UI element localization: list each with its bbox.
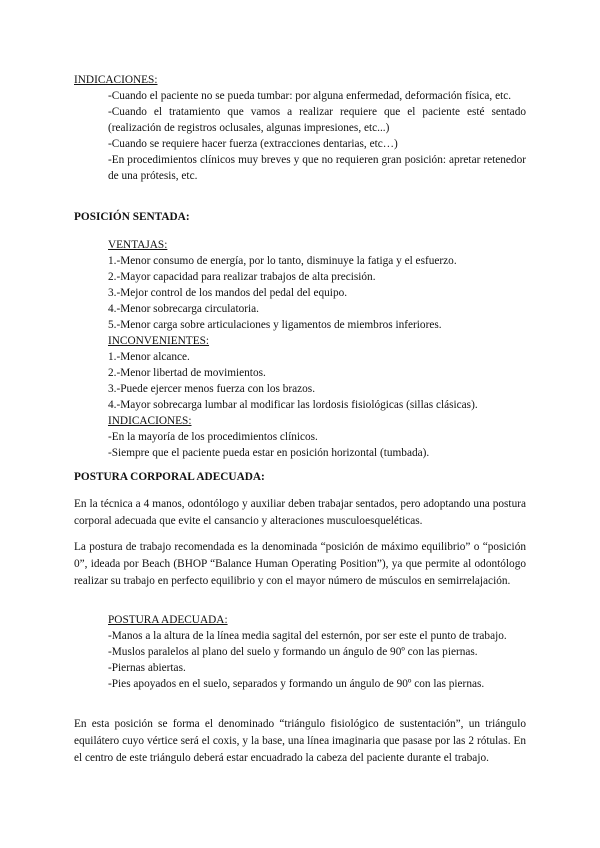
indicaciones-sub-heading: INDICACIONES: xyxy=(108,415,192,427)
paragraph-1: En la técnica a 4 manos, odontólogo y auxiliar deben trabajar sentados, pero adoptando una postura corporal adecuada que evite el cansancio y alteraciones musculoesqueléticas. xyxy=(74,498,526,527)
list-item: -Cuando el tratamiento que vamos a realizar requiere que el paciente esté sentado (realización de registros oclusales, algunas impresiones, etc...) xyxy=(108,106,526,134)
list-item: 4.-Mayor sobrecarga lumbar al modificar las lordosis fisiológicas (sillas clásicas). xyxy=(108,399,478,411)
list-item: 3.-Mejor control de los mandos del pedal del equipo. xyxy=(108,287,348,299)
paragraph-2: La postura de trabajo recomendada es la denominada “posición de máximo equilibrio” o “posición 0”, ideada por Beach (BHOP “Balance Human Operating Position”), ya que permite al odontólogo realizar su trabajo en perfecto equilibrio y con el mayor número de músculos en semirrelajación. xyxy=(74,541,526,587)
heading-text: INDICACIONES: xyxy=(74,74,158,86)
inconvenientes-heading: INCONVENIENTES: xyxy=(108,335,210,347)
list-item: 4.-Menor sobrecarga circulatoria. xyxy=(108,303,259,315)
list-item: -Muslos paralelos al plano del suelo y formando un ángulo de 90º con las piernas. xyxy=(108,646,478,658)
list-item: -En la mayoría de los procedimientos clínicos. xyxy=(108,431,318,443)
ventajas-heading: VENTAJAS: xyxy=(108,239,168,251)
indicaciones-list xyxy=(108,88,526,184)
list-item: 2.-Mayor capacidad para realizar trabajos de alta precisión. xyxy=(108,271,376,283)
list-item: -Pies apoyados en el suelo, separados y formando un ángulo de 90º con las piernas. xyxy=(108,678,485,690)
indicaciones-heading xyxy=(74,72,526,88)
list-item: 1.-Menor alcance. xyxy=(108,351,190,363)
list-item: -Piernas abiertas. xyxy=(108,662,186,674)
list-item: -En procedimientos clínicos muy breves y que no requieren gran posición: apretar retenedor de una prótesis, etc. xyxy=(108,154,526,182)
list-item: 3.-Puede ejercer menos fuerza con los brazos. xyxy=(108,383,316,395)
list-item: 2.-Menor libertad de movimientos. xyxy=(108,367,266,379)
postura-heading: POSTURA ADECUADA: xyxy=(108,614,228,626)
list-item: -Siempre que el paciente pueda estar en posición horizontal (tumbada). xyxy=(108,447,430,459)
ventajas-section xyxy=(108,237,526,461)
postura-adecuada-section xyxy=(108,612,526,692)
list-item: -Manos a la altura de la línea media sagital del esternón, por ser este el punto de trabajo. xyxy=(108,630,507,642)
list-item: 5.-Menor carga sobre articulaciones y ligamentos de miembros inferiores. xyxy=(108,319,442,331)
list-item: 1.-Menor consumo de energía, por lo tanto, disminuye la fatiga y el esfuerzo. xyxy=(108,255,457,267)
list-item: -Cuando se requiere hacer fuerza (extracciones dentarias, etc…) xyxy=(108,138,398,150)
postura-corporal-heading: POSTURA CORPORAL ADECUADA: xyxy=(74,471,265,483)
paragraph-3: En esta posición se forma el denominado “triángulo fisiológico de sustentación”, un triángulo equilátero cuyo vértice será el coxis, y la base, una línea imaginaria que pasase por las 2 rótulas. En el centro de este triángulo deberá estar encuadrado la cabeza del paciente durante el trabajo. xyxy=(74,718,526,764)
posicion-sentada-heading: POSICIÓN SENTADA: xyxy=(74,211,190,223)
list-item: -Cuando el paciente no se pueda tumbar: por alguna enfermedad, deformación física, etc. xyxy=(108,90,512,102)
